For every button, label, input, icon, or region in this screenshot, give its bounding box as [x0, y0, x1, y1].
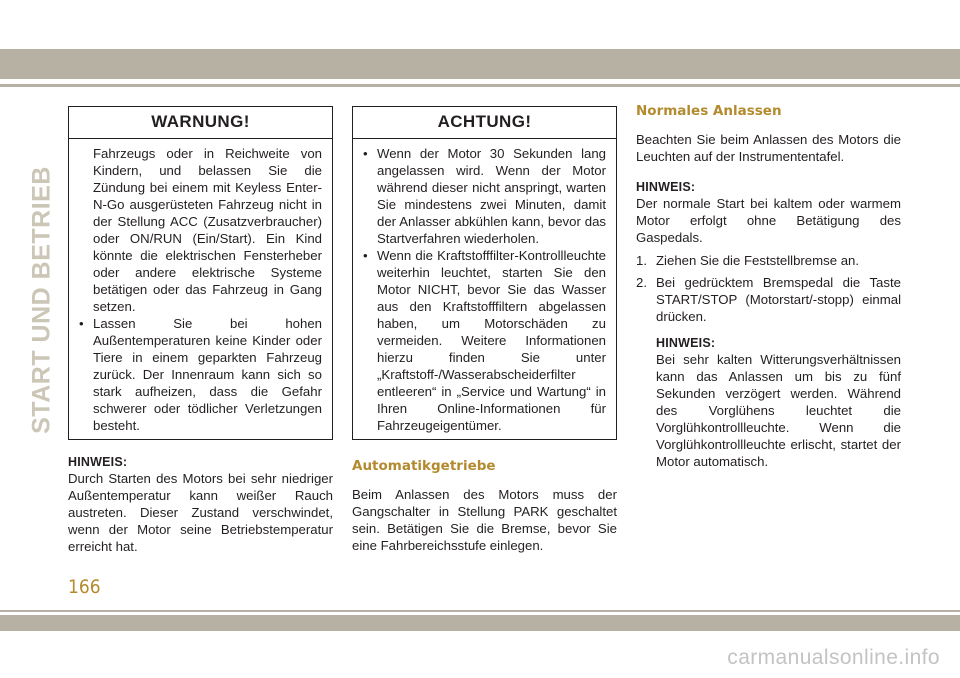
section-heading-normal-start: Normales Anlassen — [636, 103, 782, 119]
warning-item-1: Fahrzeugs oder in Reichweite von Kindern, und belassen Sie die Zündung bei einem mit Keyless Enter-N-Go ausgerüsteten Fahrzeug nicht in der Stellung ACC (Zusatzverbraucher) oder ON/RUN (Ein/Start). Ein Kind könnte die elektrischen Fensterheber oder andere elektrische Systeme betätigen oder das Fahrzeug in Gang setzen. — [93, 146, 322, 314]
column-2 — [352, 106, 617, 554]
warning-body — [69, 139, 332, 439]
footer-rule — [0, 610, 960, 612]
start-steps — [636, 252, 901, 325]
normal-start-intro: Beachten Sie beim Anlassen des Motors die Leuchten auf der Instrumententafel. — [636, 132, 901, 164]
step-text: Bei gedrücktem Bremspedal die Taste START/STOP (Motorstart/-stopp) einmal drücken. — [656, 275, 901, 324]
note-text-2: Der normale Start bei kaltem oder warmem Motor erfolgt ohne Betätigung des Gaspedals. — [636, 196, 901, 245]
caution-body — [353, 139, 616, 439]
automatic-body: Beim Anlassen des Motors muss der Gangschalter in Stellung PARK geschaltet sein. Betätigen Sie die Bremse, bevor Sie eine Fahrbereichsstufe einlegen. — [352, 487, 617, 553]
note-label: HINWEIS: — [68, 455, 128, 469]
caution-item-2: • Wenn die Kraftstofffilter-Kontrollleuchte weiterhin leuchtet, starten Sie den Motor NICHT, bevor Sie das Wasser aus den Kraftstofffiltern abgelassen haben, um Motorschäden zu vermeiden. Weitere Informationen hierzu finden Sie unter „Kraftstoff-/Wasserabscheiderfilter entleeren“ in „Service und Wartung“ in Ihren Online-Informationen für Fahrzeugeigentümer. — [363, 247, 606, 434]
step-1 — [636, 252, 901, 269]
warning-title: WARNUNG! — [69, 107, 332, 139]
note-label-2: HINWEIS: — [636, 180, 696, 194]
sub-note-label: HINWEIS: — [656, 336, 716, 350]
step-text: Ziehen Sie die Feststellbremse an. — [656, 253, 860, 268]
step-number: 2. — [636, 275, 647, 290]
header-rule — [0, 84, 960, 87]
caution-title: ACHTUNG! — [353, 107, 616, 139]
footer-band — [0, 615, 960, 631]
page-number: 166 — [68, 576, 101, 598]
column-1 — [68, 106, 333, 555]
sub-note-text: Bei sehr kalten Witterungsverhältnissen kann das Anlassen um bis zu fünf Sekunden verzögert werden. Während des Vorglühens leuchtet die Vorglühkontrollleuchte. Wenn die Vorglühkontrollleuchte erlischt, startet der Motor automatisch. — [656, 352, 901, 469]
sub-note — [636, 335, 901, 470]
note-text: Durch Starten des Motors bei sehr niedriger Außentemperatur kann weißer Rauch austreten. Dieser Zustand verschwindet, wenn der Motor seine Betriebstemperatur erreicht hat. — [68, 471, 333, 554]
step-number: 1. — [636, 253, 647, 268]
warning-box — [68, 106, 333, 440]
watermark: carmanualsonline.info — [727, 646, 940, 669]
section-title: START UND BETRIEB — [27, 166, 56, 434]
warning-item-2: • Lassen Sie bei hohen Außentemperaturen keine Kinder oder Tiere in einem geparkten Fahrzeug zurück. Der Innenraum kann sich so stark aufheizen, dass die Gefahr schwerer oder tödlicher Verletzungen besteht. — [79, 315, 322, 434]
caution-box — [352, 106, 617, 440]
header-band — [0, 49, 960, 79]
step-2 — [636, 274, 901, 325]
section-heading-automatic: Automatikgetriebe — [352, 458, 496, 474]
caution-item-1: • Wenn der Motor 30 Sekunden lang angelassen wird. Wenn der Motor während dieser nicht anspringt, warten Sie mindestens zwei Minuten, damit der Anlasser abkühlen kann, bevor das Startverfahren wiederholen. — [363, 145, 606, 247]
column-3 — [636, 101, 901, 470]
